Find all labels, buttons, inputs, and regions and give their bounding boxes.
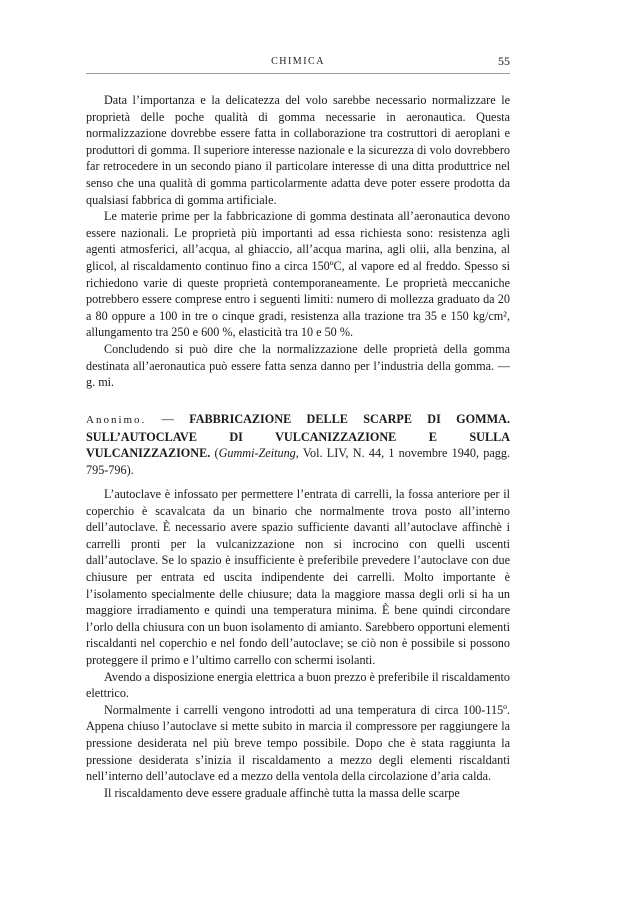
header-title: CHIMICA	[271, 56, 325, 67]
page-number: 55	[498, 54, 510, 68]
article-dash: —	[146, 412, 190, 426]
paragraph: Le materie prime per la fabbricazione di gomma destinata all’aeronautica devono essere nazionali. Le proprietà più importanti ad essa richiesta sono: resistenza agli agenti atmosferici, all’acqua, al ghiaccio, all’acqua marina, agli olii, alla benzina, al glicol, al riscaldamento continuo fino a circa 150ºC, al vapore ed al freddo. Spesso si richiedono varie di queste proprietà contemporaneamente. Le proprietà meccaniche potrebbero essere comprese entro i seguenti limiti: numero di mollezza graduato da 20 a 80 oppure a 100 in tre o cinque gradi, resistenza alla trazione tra 35 e 150 kg/cm², allungamento tra 250 e 600 %, elasticità tra 10 e 50 %.	[86, 209, 510, 340]
article-source: , Vol. LIV, N. 44, 1 novembre 1940, pagg. 795-796).	[86, 446, 510, 477]
running-header	[86, 56, 510, 70]
article-open-paren: (	[210, 446, 219, 461]
section-2	[86, 486, 510, 801]
paragraph: L’autoclave è infossato per permettere l’entrata di carrelli, la fossa anteriore per il coperchio è scavalcata da un binario che normalmente trova posto all’interno dell’autoclave. È necessario avere spazio sufficiente davanti all’autoclave affinchè i carrelli pronti per la vulcanizzazione non si incrocino con quelli uscenti dall’autoclave. Se lo spazio è insufficiente è preferibile prevedere l’autoclave con due chiusure per entrata ed uscita indipendente dei carrelli. Molto importante è l’isolamento specialmente delle chiusure; data la maggiore massa degli orli si ha un maggiore irradiamento e quindi una temperatura minima. È bene quindi circondare l’orlo della chiusura con un buon isolamento di amianto. Sarebbero opportuni elementi riscaldanti nel coperchio e nel fondo dell’autoclave; se ciò non è possibile si possono proteggere il primo e l’ultimo carrello con schermi isolanti.	[86, 487, 510, 667]
paragraph: Avendo a disposizione energia elettrica a buon prezzo è preferibile il riscaldamento elettrico.	[86, 669, 510, 701]
paragraph: Concludendo si può dire che la normalizzazione delle proprietà della gomma destinata all’aeronautica può essere fatta senza danno per l’industria della gomma. — g. mi.	[86, 341, 510, 390]
article-title: FABBRICAZIONE DELLE SCARPE DI GOMMA. SULL’AUTOCLAVE DI VULCANIZZAZIONE E SULLA VULCANIZZAZIONE.	[86, 412, 511, 461]
article-heading	[86, 411, 510, 478]
paragraph: Normalmente i carrelli vengono introdotti ad una temperatura di circa 100-115º. Appena chiuso l’autoclave si mette subito in marcia il compressore per raggiungere la pressione desiderata nel più breve tempo possibile. Dopo che è stata raggiunta la pressione desiderata s’inizia il riscaldamento a mezzo degli elementi riscaldanti nell’interno dell’autoclave ed a mezzo della ventola della circolazione d’aria calda.	[86, 702, 510, 784]
paragraph: Data l’importanza e la delicatezza del volo sarebbe necessario normalizzare le proprietà delle poche qualità di gomma necessarie in aeronautica. Questa normalizzazione dovrebbe essere fatta in collaborazione tra costruttori di aeroplani e produttori di gomma. Il superiore interesse nazionale e la sicurezza di volo dovrebbero far retrocedere in un secondo piano il particolare interesse di una ditta produttrice nel senso che una qualità di gomma particolarmente adatta deve poter essere prodotta da qualsiasi fabbrica di gomma artificiale.	[86, 93, 510, 207]
paragraph: Il riscaldamento deve essere graduale affinchè tutta la massa delle scarpe	[104, 785, 460, 800]
section-1	[86, 92, 510, 391]
header-rule	[86, 73, 510, 74]
article-author: Anonimo.	[86, 414, 147, 426]
article-journal: Gummi-Zeitung	[218, 446, 296, 461]
